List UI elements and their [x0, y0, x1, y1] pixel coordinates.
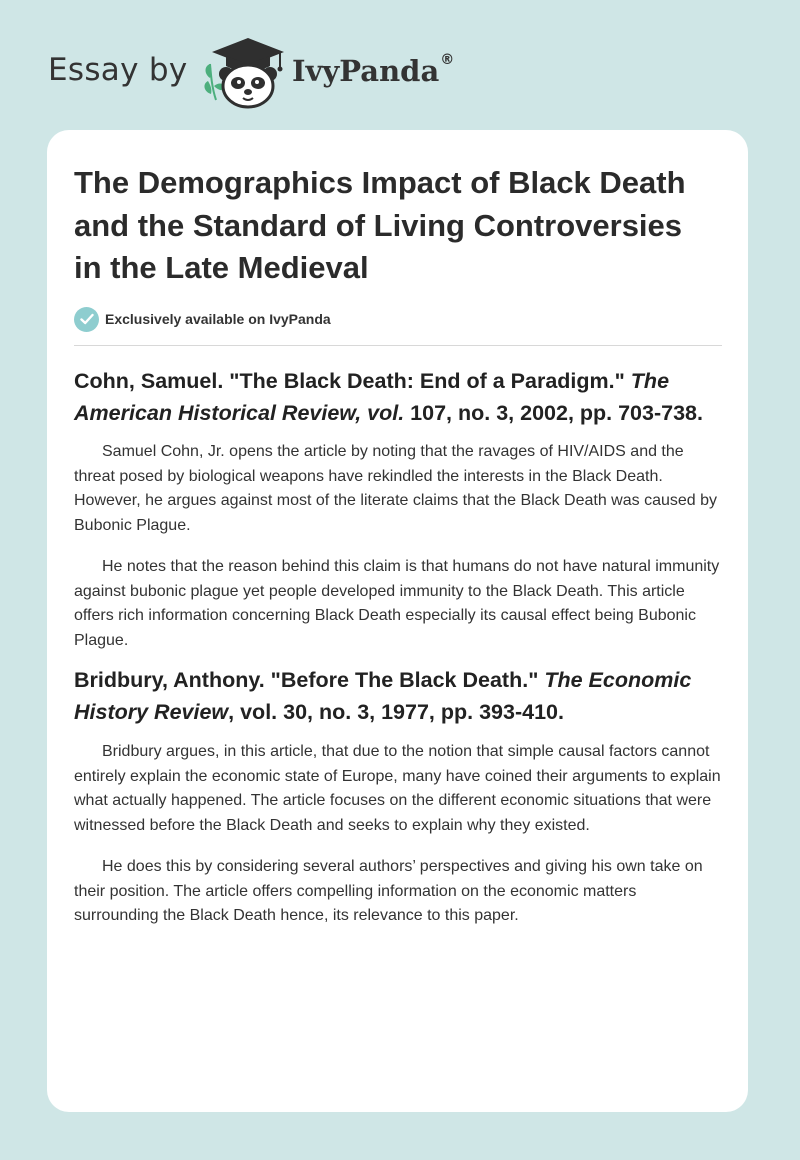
citation-journal: The Economic History Review — [74, 668, 692, 724]
citation-details: , vol. 30, no. 3, 1977, pp. 393-410. — [228, 699, 564, 724]
citation-text: Cohn, Samuel. "The Black Death: End of a Paradigm." — [74, 369, 631, 393]
brand-name — [292, 54, 453, 88]
reference-paragraph: He notes that the reason behind this claim is that humans do not have natural immunity against bubonic plague yet people developed immunity to the Black Death. This article offers rich information concerning Black Death especially its causal effect being Bubonic Plague. — [74, 558, 720, 649]
reference-heading — [74, 366, 724, 429]
citation-text: Bridbury, Anthony. "Before The Black Death." — [74, 668, 545, 692]
reference-paragraph: Samuel Cohn, Jr. opens the article by noting that the ravages of HIV/AIDS and the threat posed by biological weapons have rekindled the interests in the Black Death. However, he argues against most of the literate claims that the Black Death was caused by Bubonic Plague. — [74, 443, 717, 534]
brand-name-text: IvyPanda — [292, 54, 440, 88]
citation-details: 107, no. 3, 2002, pp. 703-738. — [404, 400, 703, 425]
references-body — [74, 366, 724, 929]
check-circle-icon — [74, 307, 99, 332]
panda-graduation-cap-icon — [200, 34, 288, 110]
brand-prefix: Essay by — [48, 52, 188, 88]
exclusive-badge-label: Exclusively available on IvyPanda — [105, 311, 331, 327]
brand-header — [48, 34, 508, 114]
reference-paragraph: He does this by considering several authors’ perspectives and giving his own take on their position. The article offers compelling information on the economic matters surrounding the Black Death hence, its relevance to this paper. — [74, 858, 703, 924]
citation-journal: The American Historical Review, vol. — [74, 369, 670, 425]
title-divider — [74, 345, 722, 346]
registered-mark: ® — [440, 52, 455, 68]
essay-title: The Demographics Impact of Black Death and the Standard of Living Controversies in the Late Medieval — [74, 165, 686, 285]
exclusive-badge — [74, 306, 331, 332]
reference-heading — [74, 665, 724, 728]
reference-paragraph: Bridbury argues, in this article, that due to the notion that simple causal factors cannot entirely explain the economic state of Europe, many have coined their arguments to explain what actually happened. The article focuses on the different economic situations that were witnessed before the Black Death and seeks to explain why they existed. — [74, 743, 721, 834]
essay-card — [47, 130, 748, 1112]
